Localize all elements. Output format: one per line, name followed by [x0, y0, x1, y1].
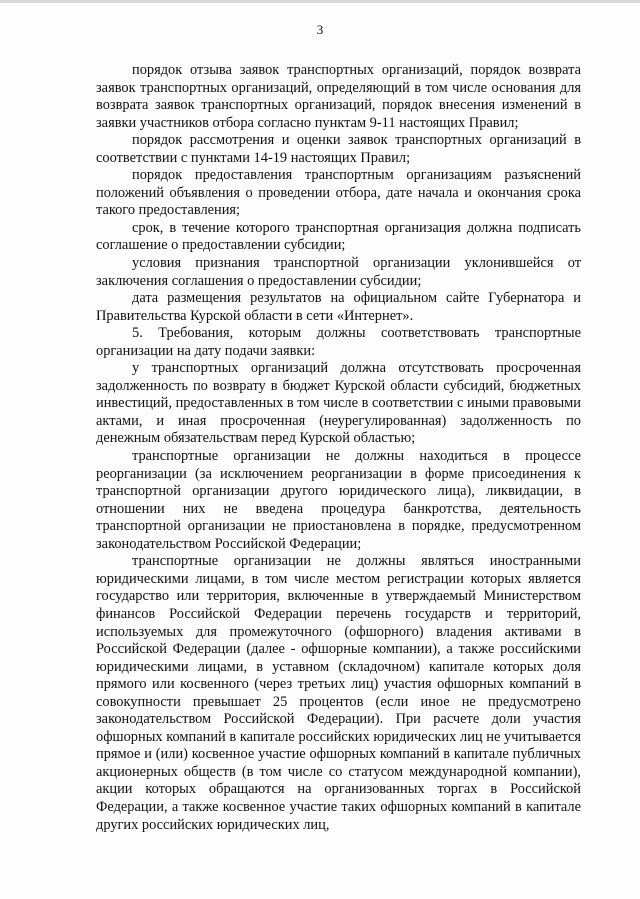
paragraph-review-procedure: порядок рассмотрения и оценки заявок транспортных организаций в соответствии с пунктами 14-19 настоящих Правил; — [96, 132, 581, 166]
paragraph-evasion-conditions: условия признания транспортной организации уклонившейся от заключения соглашения о предоставлении субсидии; — [96, 255, 581, 289]
paragraph-requirements-heading: 5. Требования, которым должны соответствовать транспортные организации на дату подачи заявки: — [96, 325, 581, 359]
body-text — [96, 62, 581, 834]
paragraph-no-reorganization-requirement: транспортные организации не должны находиться в процессе реорганизации (за исключением реорганизации в форме присоединения к транспортной организации другого юридического лица), ликвидации, в отношении них не введена процедура банкротства, деятельность транспортной организации не приостановлена в порядке, предусмотренном законодательством Российской Федерации; — [96, 448, 581, 552]
paragraph-clarification-procedure: порядок предоставления транспортным организациям разъяснений положений объявления о проведении отбора, дате начала и окончания срока такого предоставления; — [96, 167, 581, 219]
paragraph-no-debt-requirement: у транспортных организаций должна отсутствовать просроченная задолженность по возврату в бюджет Курской области субсидий, бюджетных инвестиций, предоставленных в том числе в соответствии с иными правовыми актами, и иная просроченная (неурегулированная) задолженность по денежным обязательствам перед Курской областью; — [96, 360, 581, 447]
page-number: 3 — [316, 22, 324, 37]
paragraph-withdrawal-procedure: порядок отзыва заявок транспортных организаций, порядок возврата заявок транспортных организаций, определяющий в том числе основания для возврата заявок транспортных организаций, порядок внесения изменений в заявки участников отбора согласно пунктам 9-11 настоящих Правил; — [96, 62, 581, 131]
paragraph-signing-deadline: срок, в течение которого транспортная организация должна подписать соглашение о предоставлении субсидии; — [96, 219, 581, 254]
paragraph-results-publication: дата размещения результатов на официальном сайте Губернатора и Правительства Курской области в сети «Интернет». — [96, 290, 581, 324]
scan-edge — [0, 0, 640, 3]
paragraph-no-offshore-requirement: транспортные организации не должны являться иностранными юридическими лицами, в том числе местом регистрации которых является государство или территория, включенные в утверждаемый Министерством финансов Российской Федерации перечень государств и территорий, используемых для промежуточного (офшорного) владения активами в Российской Федерации (далее - офшорные компании), а также российскими юридическими лицами, в уставном (складочном) капитале которых доля прямого или косвенного (через третьих лиц) участия офшорных компаний в совокупности превышает 25 процентов (если иное не предусмотрено законодательством Российской Федерации). При расчете доли участия офшорных компаний в капитале российских юридических лиц не учитывается прямое и (или) косвенное участие офшорных компаний в капитале публичных акционерных обществ (в том числе со статусом международной компании), акции которых обращаются на организованных торгах в Российской Федерации, а также косвенное участие таких офшорных компаний в капитале других российских юридических лиц, — [96, 553, 581, 833]
